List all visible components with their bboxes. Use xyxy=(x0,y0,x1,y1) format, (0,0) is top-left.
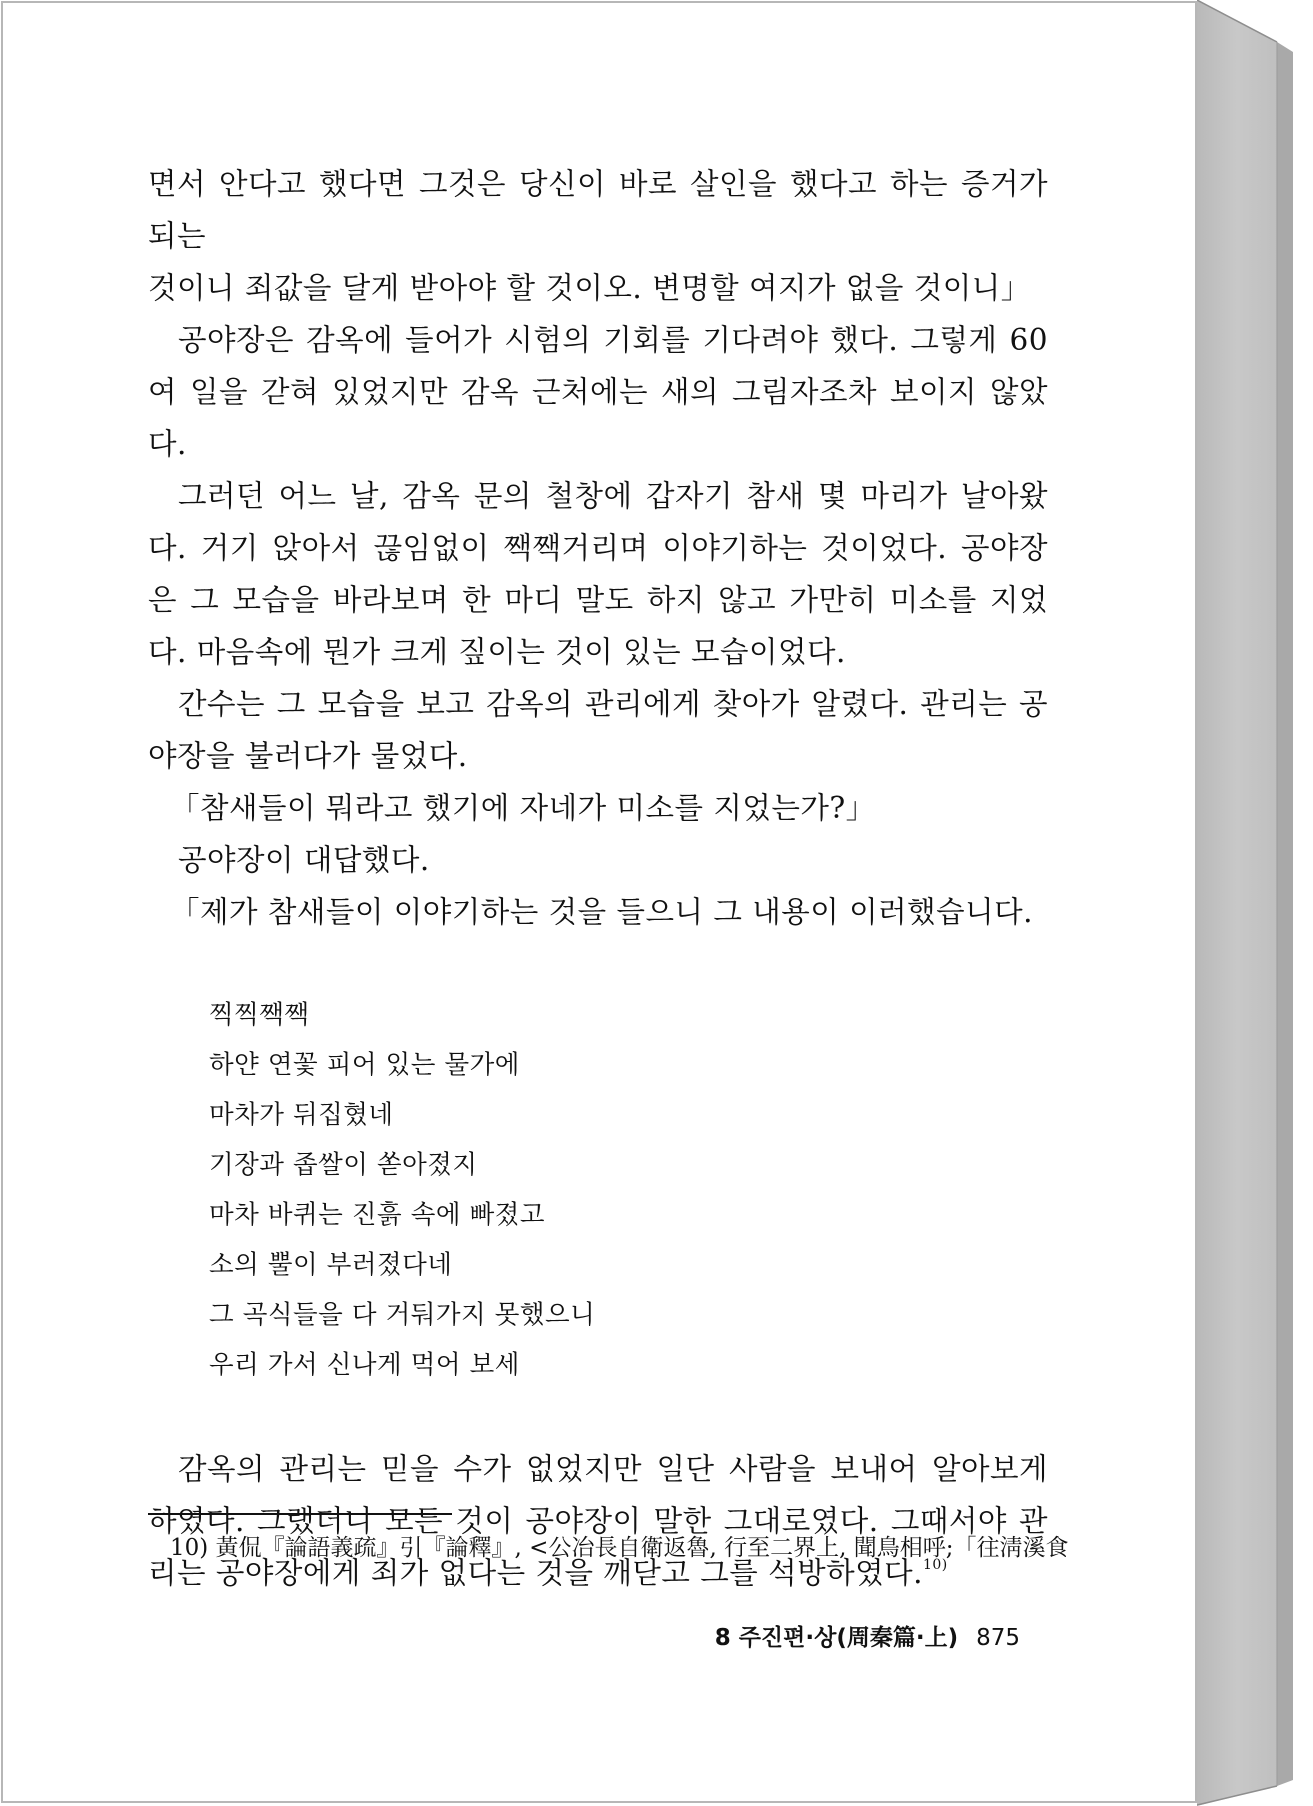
poem-line: 그 곡식들을 다 거둬가지 못했으니 xyxy=(209,1300,596,1330)
poem-line: 소의 뿔이 부러졌다네 xyxy=(209,1250,453,1280)
paragraph-line: 면서 안다고 했다면 그것은 당신이 바로 살인을 했다고 하는 증거가 되는 xyxy=(148,167,1048,253)
paragraph: 공야장은 감옥에 들어가 시험의 기회를 기다려야 했다. 그렇게 60여 일을 갇혀 있었지만 감옥 근처에는 새의 그림자조차 보이지 않았다. xyxy=(148,323,1048,461)
body-text xyxy=(148,158,1048,1599)
paragraph xyxy=(148,158,1048,314)
paragraph: 공야장이 대답했다. xyxy=(178,843,430,877)
paragraph-line: 것이니 죄값을 달게 받아야 할 것이오. 변명할 여지가 없을 것이니」 xyxy=(148,271,1031,305)
footnote-reference: 10) xyxy=(922,1557,948,1573)
page-number: 875 xyxy=(976,1625,1020,1651)
poem-line: 기장과 좁쌀이 쏟아졌지 xyxy=(209,1150,478,1180)
chapter-title: 8 주진편·상(周秦篇·上) xyxy=(714,1625,959,1651)
poem-line: 마차가 뒤집혔네 xyxy=(209,1100,394,1130)
running-footer xyxy=(715,1620,1020,1656)
footnote-divider xyxy=(148,1513,452,1515)
book-page-edge xyxy=(1197,0,1313,1806)
poem-line: 우리 가서 신나게 먹어 보세 xyxy=(209,1350,520,1380)
poem-line: 마차 바퀴는 진흙 속에 빠졌고 xyxy=(209,1200,546,1230)
paragraph-text: 감옥의 관리는 믿을 수가 없었지만 일단 사람을 보내어 알아보게 하였다. 그랬더니 모든 것이 공야장이 말한 그대로였다. 그때서야 관리는 공야장에게 죄가 없다는 것을 깨닫고 그를 석방하였다. xyxy=(148,1452,1048,1590)
poem-block xyxy=(209,990,1048,1390)
paragraph: 그러던 어느 날, 감옥 문의 철창에 갑자기 참새 몇 마리가 날아왔다. 거기 앉아서 끊임없이 짹짹거리며 이야기하는 것이었다. 공야장은 그 모습을 바라보며 한 마디 말도 하지 않고 가만히 미소를 지었다. 마음속에 뭔가 크게 짚이는 것이 있는 모습이었다. xyxy=(148,479,1048,669)
footnote: 10) 黃侃『論語義疏』引『論釋』, <公冶長自衛返魯, 行至二界上, 聞鳥相呼;「往淸溪食 xyxy=(170,1535,1069,1561)
poem-line: 하얀 연꽃 피어 있는 물가에 xyxy=(209,1050,520,1080)
paragraph: 간수는 그 모습을 보고 감옥의 관리에게 찾아가 알렸다. 관리는 공야장을 불러다가 물었다. xyxy=(148,687,1048,773)
poem-line: 찍찍짹짹 xyxy=(209,1000,310,1030)
dialogue-line: 「제가 참새들이 이야기하는 것을 들으니 그 내용이 이러했습니다. xyxy=(170,895,1033,929)
dialogue-line: 「참새들이 뭐라고 했기에 자네가 미소를 지었는가?」 xyxy=(170,791,876,825)
paragraph xyxy=(148,1443,1048,1599)
